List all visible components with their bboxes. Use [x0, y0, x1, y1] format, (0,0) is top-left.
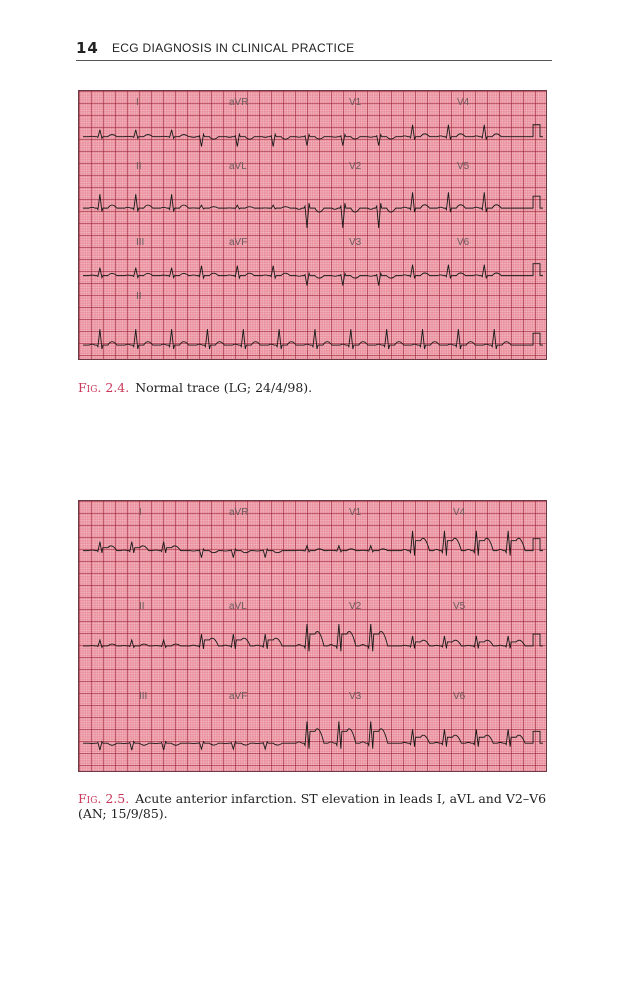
ecg-figure-2-4	[78, 90, 547, 360]
book-title: ECG DIAGNOSIS IN CLINICAL PRACTICE	[112, 41, 355, 55]
lead-label: II	[136, 291, 142, 302]
figure-label: Fig. 2.4.	[78, 380, 130, 395]
ecg-trace-canvas	[79, 501, 546, 771]
lead-label: II	[139, 601, 145, 612]
lead-label: V3	[349, 237, 362, 248]
lead-label: III	[136, 237, 145, 248]
ecg-waveform	[83, 329, 543, 349]
ecg-waveform	[83, 721, 543, 750]
page-number: 14	[76, 39, 99, 57]
lead-label: V3	[349, 691, 362, 702]
lead-label: V6	[457, 237, 470, 248]
figure-caption	[78, 791, 558, 821]
lead-label: aVR	[229, 97, 249, 108]
lead-label: aVF	[229, 237, 248, 248]
lead-label: I	[136, 97, 139, 108]
lead-label: V2	[349, 161, 362, 172]
lead-label: V4	[457, 97, 470, 108]
lead-label: V5	[457, 161, 470, 172]
figure-label: Fig. 2.5.	[78, 791, 130, 806]
lead-label: V2	[349, 601, 362, 612]
running-head	[76, 38, 552, 61]
lead-label: V1	[349, 97, 362, 108]
lead-label: III	[139, 691, 148, 702]
ecg-trace-canvas	[79, 91, 546, 359]
lead-label: aVL	[229, 601, 247, 612]
ecg-waveform	[83, 192, 543, 228]
figure-caption	[78, 380, 558, 395]
ecg-waveform	[83, 531, 543, 558]
lead-label: V6	[453, 691, 466, 702]
lead-label: V1	[349, 507, 362, 518]
ecg-waveform	[83, 624, 543, 651]
lead-label: aVR	[229, 507, 249, 518]
ecg-waveform	[83, 264, 543, 286]
lead-label: aVF	[229, 691, 248, 702]
lead-label: V5	[453, 601, 466, 612]
lead-label: I	[139, 507, 142, 518]
lead-label: V4	[453, 507, 466, 518]
lead-label: II	[136, 161, 142, 172]
ecg-waveform	[83, 125, 543, 147]
ecg-figure-2-5	[78, 500, 547, 772]
lead-label: aVL	[229, 161, 247, 172]
caption-text: Normal trace (LG; 24/4/98).	[135, 380, 313, 395]
caption-text: Acute anterior infarction. ST elevation in leads I, aVL and V2–V6 (AN; 15/9/85).	[78, 791, 547, 821]
